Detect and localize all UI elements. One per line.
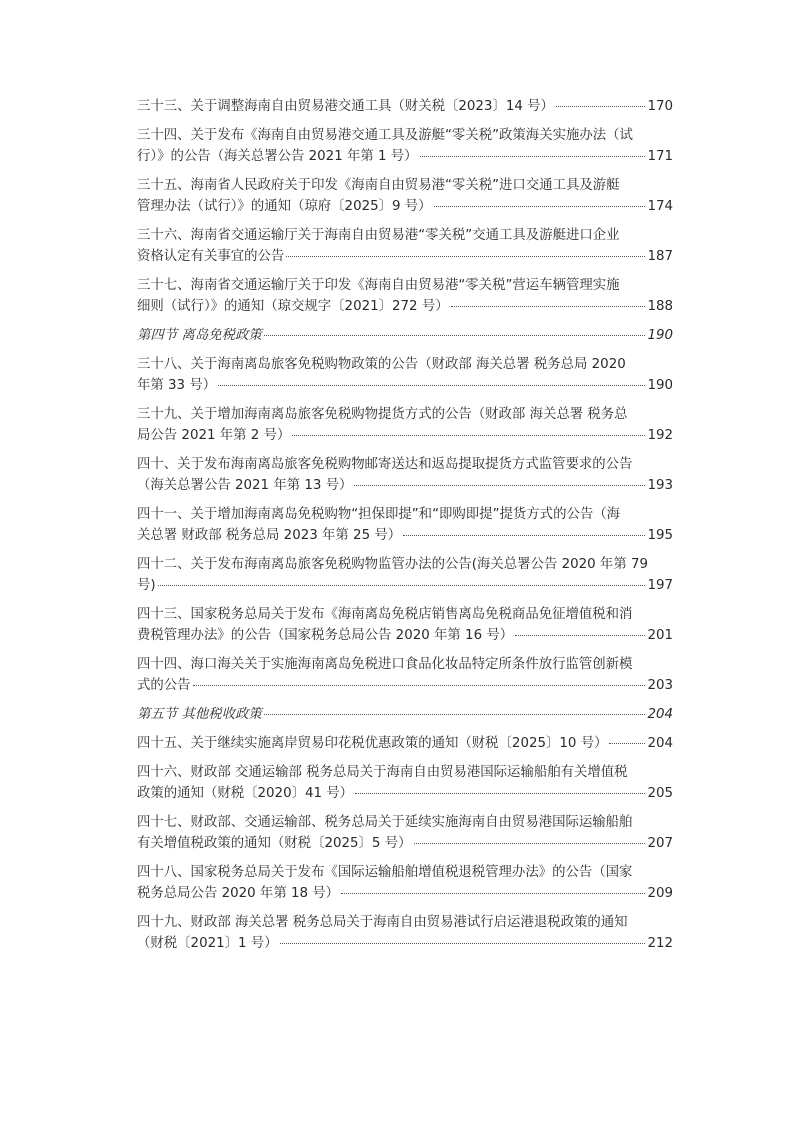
toc-entry[interactable]	[137, 654, 673, 696]
toc-page-number: 197	[647, 578, 673, 593]
toc-entry-line	[137, 783, 673, 804]
dot-leader	[609, 743, 645, 744]
toc-entry-line	[137, 425, 673, 446]
dot-leader	[434, 206, 646, 207]
toc-entry-text: 政策的通知（财税〔2020〕41 号）	[137, 786, 354, 801]
toc-entry-line	[137, 354, 673, 375]
toc-entry-text: 行）》的公告（海关总署公告 2021 年第 1 号）	[137, 149, 418, 164]
toc-entry-line	[137, 625, 673, 646]
toc-entry-text: 三十八、关于海南离岛旅客免税购物政策的公告（财政部 海关总署 税务总局 2020	[137, 357, 626, 372]
toc-entry-line	[137, 675, 673, 696]
toc-entry[interactable]	[137, 354, 673, 396]
toc-entry-text: 税务总局公告 2020 年第 18 号）	[137, 886, 340, 901]
toc-entry-text: 三十四、关于发布《海南自由贸易港交通工具及游艇“零关税”政策海关实施办法（试	[137, 128, 633, 143]
toc-page-number: 193	[647, 478, 673, 493]
toc-entry-text: 四十三、国家税务总局关于发布《海南离岛免税店销售离岛免税商品免征增值税和消	[137, 607, 633, 622]
toc-entry-text: 细则（试行）》的通知（琼交规字〔2021〕272 号）	[137, 299, 449, 314]
toc-entry-text: 三十七、海南省交通运输厅关于印发《海南自由贸易港“零关税”营运车辆管理实施	[137, 278, 620, 293]
toc-entry-line	[137, 525, 673, 546]
toc-entry-line	[137, 96, 673, 117]
toc-entry-text: 四十八、国家税务总局关于发布《国际运输船舶增值税退税管理办法》的公告（国家	[137, 865, 633, 880]
toc-page-number: 209	[647, 886, 673, 901]
dot-leader	[341, 893, 645, 894]
toc-page-number: 204	[647, 736, 673, 751]
toc-entry-line	[137, 733, 673, 754]
toc-entry-line	[137, 225, 673, 246]
toc-entry-text: 四十一、关于增加海南离岛免税购物“担保即提”和“即购即提”提货方式的公告（海	[137, 507, 621, 522]
toc-entry[interactable]	[137, 175, 673, 217]
toc-section-heading[interactable]	[137, 325, 673, 346]
dot-leader	[515, 635, 645, 636]
toc-entry-text: 第四节 离岛免税政策	[137, 328, 262, 343]
toc-entry-line	[137, 375, 673, 396]
toc-section-heading[interactable]	[137, 704, 673, 725]
dot-leader	[264, 714, 646, 715]
toc-entry-text: 第五节 其他税收政策	[137, 707, 262, 722]
dot-leader	[355, 793, 645, 794]
toc-entry-text: 四十六、财政部 交通运输部 税务总局关于海南自由贸易港国际运输船舶有关增值税	[137, 765, 628, 780]
toc-entry-text: 局公告 2021 年第 2 号）	[137, 428, 291, 443]
toc-entry[interactable]	[137, 862, 673, 904]
toc-entry-line	[137, 933, 673, 954]
toc-page-number: 212	[647, 936, 673, 951]
toc-entry-line	[137, 454, 673, 475]
toc-entry-text: 三十六、海南省交通运输厅关于海南自由贸易港“零关税”交通工具及游艇进口企业	[137, 228, 620, 243]
toc-entry-line	[137, 196, 673, 217]
toc-entry-line	[137, 604, 673, 625]
toc-entry-text: （财税〔2021〕1 号）	[137, 936, 278, 951]
toc-entry-text: 四十四、海口海关关于实施海南离岛免税进口食品化妆品特定所条件放行监管创新模	[137, 657, 633, 672]
toc-entry[interactable]	[137, 125, 673, 167]
toc-entry[interactable]	[137, 225, 673, 267]
toc-entry[interactable]	[137, 96, 673, 117]
toc-entry[interactable]	[137, 554, 673, 596]
toc-entry-line	[137, 296, 673, 317]
toc-entry-text: 式的公告	[137, 678, 191, 693]
dot-leader	[158, 585, 646, 586]
dot-leader	[286, 256, 645, 257]
toc-page-number: 192	[647, 428, 673, 443]
toc-entry-line	[137, 883, 673, 904]
toc-entry-line	[137, 812, 673, 833]
toc-entry-text: 三十九、关于增加海南离岛旅客免税购物提货方式的公告（财政部 海关总署 税务总	[137, 407, 628, 422]
toc-entry-text: 年第 33 号）	[137, 378, 217, 393]
toc-entry-line	[137, 175, 673, 196]
toc-entry-text: 四十、关于发布海南离岛旅客免税购物邮寄送达和返岛提取提货方式监管要求的公告	[137, 457, 633, 472]
dot-leader	[414, 843, 646, 844]
toc-entry-text: 四十五、关于继续实施离岸贸易印花税优惠政策的通知（财税〔2025〕10 号）	[137, 736, 608, 751]
toc-entry-text: 关总署 财政部 税务总局 2023 年第 25 号）	[137, 528, 402, 543]
toc-entry-text: 资格认定有关事宜的公告	[137, 249, 285, 264]
toc-entry-line	[137, 325, 673, 346]
toc-entry-text: 四十九、财政部 海关总署 税务总局关于海南自由贸易港试行启运港退税政策的通知	[137, 915, 628, 930]
dot-leader	[451, 306, 646, 307]
toc-page-number: 188	[647, 299, 673, 314]
toc-page-number: 174	[647, 199, 673, 214]
toc-page-number: 170	[647, 99, 673, 114]
toc-entry-text: 四十二、关于发布海南离岛旅客免税购物监管办法的公告(海关总署公告 2020 年第 79	[137, 557, 648, 572]
toc-page-number: 195	[647, 528, 673, 543]
toc-entry[interactable]	[137, 762, 673, 804]
toc-entry-text: 管理办法（试行）》的通知（琼府〔2025〕9 号）	[137, 199, 432, 214]
toc-entry-line	[137, 146, 673, 167]
toc-entry-line	[137, 554, 673, 575]
toc-entry-line	[137, 275, 673, 296]
toc-page-number: 204	[647, 707, 673, 722]
dot-leader	[420, 156, 646, 157]
toc-entry-line	[137, 762, 673, 783]
toc-entry-line	[137, 475, 673, 496]
toc-entry[interactable]	[137, 812, 673, 854]
dot-leader	[264, 335, 646, 336]
toc-page-number: 205	[647, 786, 673, 801]
toc-entry-text: 号)	[137, 578, 156, 593]
dot-leader	[193, 685, 646, 686]
toc-entry[interactable]	[137, 604, 673, 646]
toc-entry-text: 有关增值税政策的通知（财税〔2025〕5 号）	[137, 836, 412, 851]
toc-entry-text: 三十五、海南省人民政府关于印发《海南自由贸易港“零关税”进口交通工具及游艇	[137, 178, 620, 193]
table-of-contents	[137, 96, 673, 962]
dot-leader	[556, 106, 646, 107]
toc-entry-line	[137, 912, 673, 933]
toc-entry-line	[137, 246, 673, 267]
toc-page-number: 201	[647, 628, 673, 643]
toc-page-number: 203	[647, 678, 673, 693]
toc-entry-line	[137, 704, 673, 725]
dot-leader	[218, 385, 645, 386]
toc-entry-line	[137, 862, 673, 883]
toc-entry[interactable]	[137, 275, 673, 317]
dot-leader	[280, 943, 646, 944]
toc-page-number: 190	[647, 328, 673, 343]
toc-entry-line	[137, 125, 673, 146]
toc-entry-line	[137, 404, 673, 425]
toc-entry-text: 四十七、财政部、交通运输部、税务总局关于延续实施海南自由贸易港国际运输船舶	[137, 815, 633, 830]
toc-entry-line	[137, 575, 673, 596]
toc-page-number: 190	[647, 378, 673, 393]
toc-entry-text: （海关总署公告 2021 年第 13 号）	[137, 478, 353, 493]
toc-entry[interactable]	[137, 733, 673, 754]
toc-entry-text: 费税管理办法》的公告（国家税务总局公告 2020 年第 16 号）	[137, 628, 514, 643]
dot-leader	[354, 485, 645, 486]
toc-entry[interactable]	[137, 504, 673, 546]
toc-entry-text: 三十三、关于调整海南自由贸易港交通工具（财关税〔2023〕14 号）	[137, 99, 554, 114]
toc-page-number: 187	[647, 249, 673, 264]
toc-entry[interactable]	[137, 404, 673, 446]
toc-entry[interactable]	[137, 912, 673, 954]
toc-entry-line	[137, 833, 673, 854]
toc-entry-line	[137, 504, 673, 525]
dot-leader	[403, 535, 645, 536]
toc-entry-line	[137, 654, 673, 675]
toc-page-number: 207	[647, 836, 673, 851]
toc-page-number: 171	[647, 149, 673, 164]
toc-entry[interactable]	[137, 454, 673, 496]
dot-leader	[292, 435, 645, 436]
